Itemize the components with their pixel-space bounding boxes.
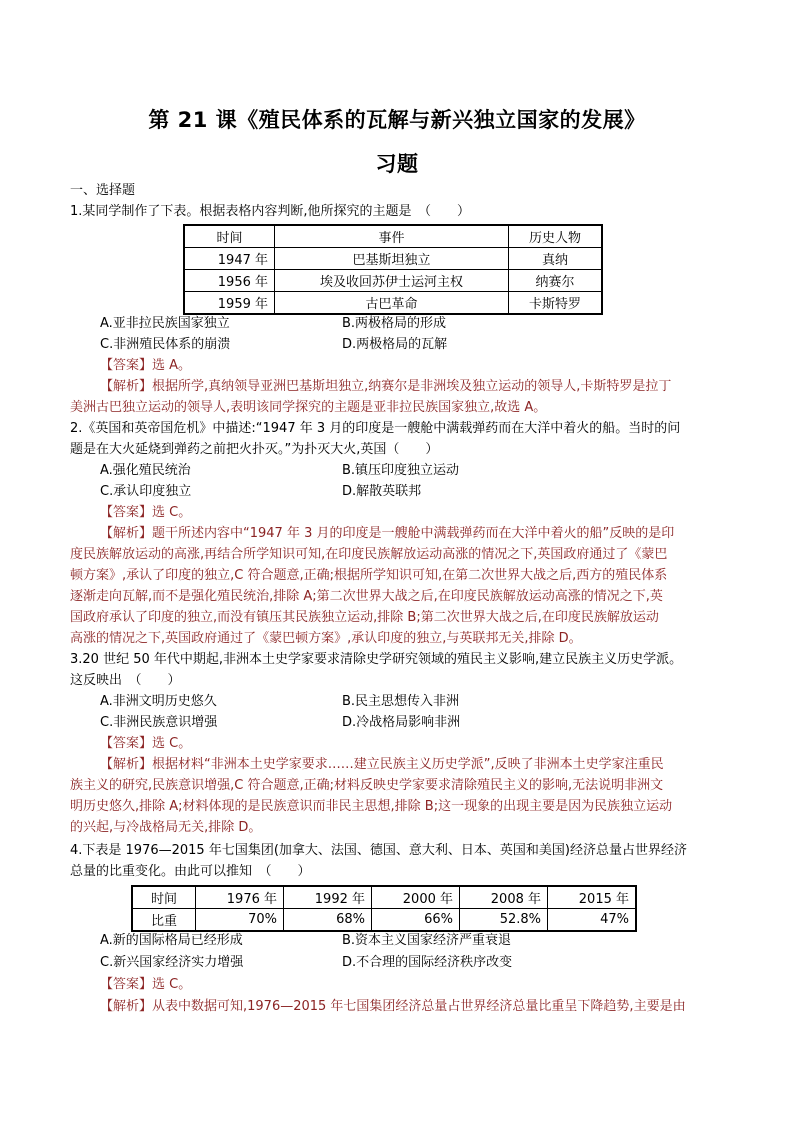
table-cell: 古巴革命	[275, 292, 509, 315]
question-3-stem: 这反映出 （ ）	[70, 673, 181, 688]
question-4-option-b: B.资本主义国家经济严重衰退	[342, 933, 512, 948]
table-row	[132, 909, 636, 932]
table-cell: 1956 年	[184, 270, 275, 292]
question-3-analysis-line: 【解析】根据材料“非洲本土史学家要求……建立民族主义历史学派”,反映了非洲本土史学家注重民	[100, 757, 664, 772]
table-header-cell: 2015 年	[548, 886, 637, 909]
table-row	[132, 886, 636, 909]
question-3-analysis-line: 的兴起,与冷战格局无关,排除 D。	[70, 820, 262, 835]
question-1-option-b: B.两极格局的形成	[342, 316, 447, 331]
question-4-analysis-line: 【解析】从表中数据可知,1976—2015 年七国集团经济总量占世界经济总量比重呈下降趋势,主要是由	[100, 999, 686, 1014]
question-1-option-d: D.两极格局的瓦解	[342, 337, 448, 352]
question-3-analysis-line: 明历史悠久,排除 A;材料体现的是民族意识而非民主思想,排除 B;这一现象的出现主要是因为民族独立运动	[70, 799, 673, 814]
question-2-option-a: A.强化殖民统治	[100, 463, 191, 478]
table-header-cell: 时间	[132, 886, 196, 909]
question-2-analysis-line: 度民族解放运动的高涨,再结合所学知识可知,在印度民族解放运动高涨的情况之下,英国政府通过了《蒙巴	[70, 547, 668, 562]
question-2-analysis-line: 逐渐走向瓦解,而不是强化殖民统治,排除 A;第二次世界大战之后,在印度民族解放运动高涨的情况之下,英	[70, 589, 663, 604]
question-2-analysis-line: 高涨的情况之下,英国政府通过了《蒙巴顿方案》,承认印度的独立,与英联邦无关,排除 D。	[70, 631, 582, 646]
question-1-answer: 【答案】选 A。	[100, 358, 192, 373]
table-header-cell: 2000 年	[372, 886, 460, 909]
question-1-stem: 1.某同学制作了下表。根据表格内容判断,他所探究的主题是 （ ）	[70, 204, 471, 219]
question-4-stem: 4.下表是 1976—2015 年七国集团(加拿大、法国、德国、意大利、日本、英国和美国)经济总量占世界经济	[70, 843, 687, 858]
question-3-option-d: D.冷战格局影响非洲	[342, 715, 461, 730]
table-cell: 47%	[548, 909, 637, 932]
question-1-table	[183, 224, 603, 315]
question-2-analysis-line: 国政府承认了印度的独立,而没有镇压其民族独立运动,排除 B;第二次世界大战之后,在印度民族解放运动	[70, 610, 659, 625]
question-1-analysis-line: 美洲古巴独立运动的领导人,表明该同学探究的主题是亚非拉民族国家独立,故选 A。	[70, 400, 547, 415]
question-3-option-a: A.非洲文明历史悠久	[100, 694, 217, 709]
question-4-option-d: D.不合理的国际经济秩序改变	[342, 955, 513, 970]
question-4-option-c: C.新兴国家经济实力增强	[100, 955, 244, 970]
table-header-cell: 1992 年	[284, 886, 372, 909]
question-3-stem: 3.20 世纪 50 年代中期起,非洲本土史学家要求清除史学研究领域的殖民主义影响,建立民族主义历史学派。	[70, 652, 683, 667]
question-3-option-b: B.民主思想传入非洲	[342, 694, 460, 709]
question-1-analysis-line: 【解析】根据所学,真纳领导亚洲巴基斯坦独立,纳赛尔是非洲埃及独立运动的领导人,卡斯特罗是拉丁	[100, 379, 672, 394]
question-2-answer: 【答案】选 C。	[100, 505, 192, 520]
table-cell: 巴基斯坦独立	[275, 248, 509, 270]
table-cell: 真纳	[509, 248, 603, 270]
table-cell: 66%	[372, 909, 460, 932]
question-2-option-b: B.镇压印度独立运动	[342, 463, 460, 478]
table-cell: 68%	[284, 909, 372, 932]
table-row	[184, 270, 602, 292]
table-cell: 52.8%	[460, 909, 548, 932]
question-1-option-a: A.亚非拉民族国家独立	[100, 316, 230, 331]
table-header-cell: 2008 年	[460, 886, 548, 909]
section-heading: 一、选择题	[70, 183, 136, 198]
table-cell: 1947 年	[184, 248, 275, 270]
question-2-stem: 2.《英国和英帝国危机》中描述:“1947 年 3 月的印度是一艘舱中满载弹药而在大洋中着火的船。当时的问	[70, 421, 681, 436]
table-cell: 比重	[132, 909, 196, 932]
table-cell: 纳赛尔	[509, 270, 603, 292]
table-row	[184, 248, 602, 270]
question-2-option-c: C.承认印度独立	[100, 484, 192, 499]
table-header-row	[184, 225, 602, 248]
table-row	[184, 292, 602, 315]
question-2-stem: 题是在大火延烧到弹药之前把火扑灭。”为扑灭大火,英国（ ）	[70, 442, 439, 457]
table-cell: 卡斯特罗	[509, 292, 603, 315]
table-header-cell: 时间	[184, 225, 275, 248]
table-cell: 70%	[196, 909, 284, 932]
question-4-stem: 总量的比重变化。由此可以推知 （ ）	[70, 864, 311, 879]
question-2-option-d: D.解散英联邦	[342, 484, 422, 499]
question-1-option-c: C.非洲殖民体系的崩溃	[100, 337, 231, 352]
table-cell: 埃及收回苏伊士运河主权	[275, 270, 509, 292]
page-subtitle: 习题	[375, 152, 419, 176]
question-2-analysis-line: 顿方案》,承认了印度的独立,C 符合题意,正确;根据所学知识可知,在第二次世界大战之后,西方的殖民体系	[70, 568, 668, 583]
table-header-cell: 1976 年	[196, 886, 284, 909]
question-4-option-a: A.新的国际格局已经形成	[100, 933, 243, 948]
table-header-cell: 历史人物	[509, 225, 603, 248]
question-3-answer: 【答案】选 C。	[100, 736, 192, 751]
page-title: 第 21 课《殖民体系的瓦解与新兴独立国家的发展》	[148, 108, 646, 132]
question-2-analysis-line: 【解析】题干所述内容中“1947 年 3 月的印度是一艘舱中满载弹药而在大洋中着火的船”反映的是印	[100, 526, 675, 541]
table-cell: 1959 年	[184, 292, 275, 315]
question-4-answer: 【答案】选 C。	[100, 977, 192, 992]
question-4-table	[131, 885, 637, 932]
question-3-analysis-line: 族主义的研究,民族意识增强,C 符合题意,正确;材料反映史学家要求清除殖民主义的影响,无法说明非洲文	[70, 778, 664, 793]
question-3-option-c: C.非洲民族意识增强	[100, 715, 218, 730]
table-header-cell: 事件	[275, 225, 509, 248]
